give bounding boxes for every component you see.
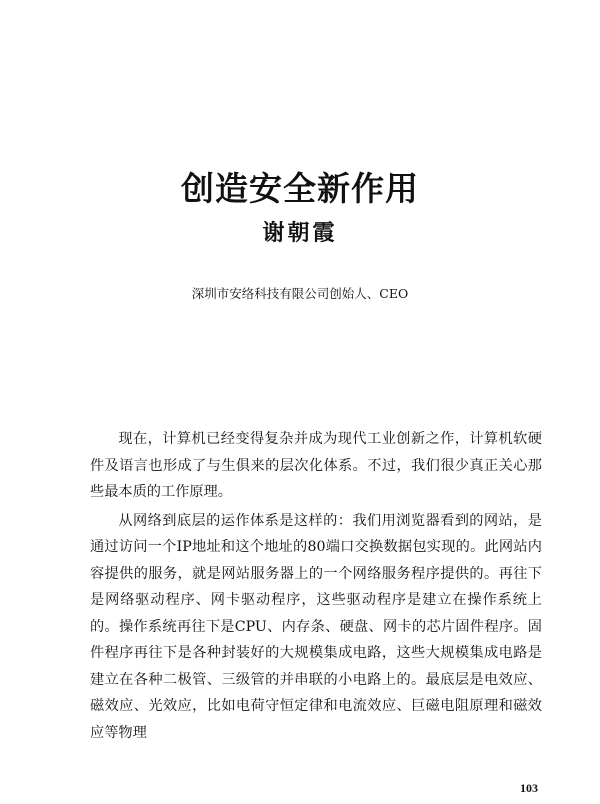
author-name: 谢朝霞: [262, 220, 338, 246]
paragraph: 现在，计算机已经变得复杂并成为现代工业创新之作，计算机软硬件及语言也形成了与生俱来的层次化体系。不过，我们很少真正关心那些最本质的工作原理。: [90, 431, 542, 500]
paragraph: 从网络到底层的运作体系是这样的：我们用浏览器看到的网站，是通过访问一个IP地址和这个地址的80端口交换数据包实现的。此网站内容提供的服务，就是网站服务器上的一个网络服务程序提供的。再往下是网络驱动程序、网卡驱动程序，这些驱动程序是建立在操作系统上的。操作系统再往下是CPU、内存条、硬盘、网卡的芯片固件程序。固件程序再往下是各种封装好的大规模集成电路，这些大规模集成电路是建立在各种二极管、三级管的并串联的小电路上的。最底层是电效应、磁效应、光效应，比如电荷守恒定律和电流效应、巨磁电阻原理和磁效应等物理: [90, 512, 542, 741]
article-body: [90, 426, 542, 746]
page-number: 103: [520, 781, 538, 795]
article-title: 创造安全新作用: [181, 169, 419, 209]
author-affiliation: 深圳市安络科技有限公司创始人、CEO: [191, 286, 409, 301]
